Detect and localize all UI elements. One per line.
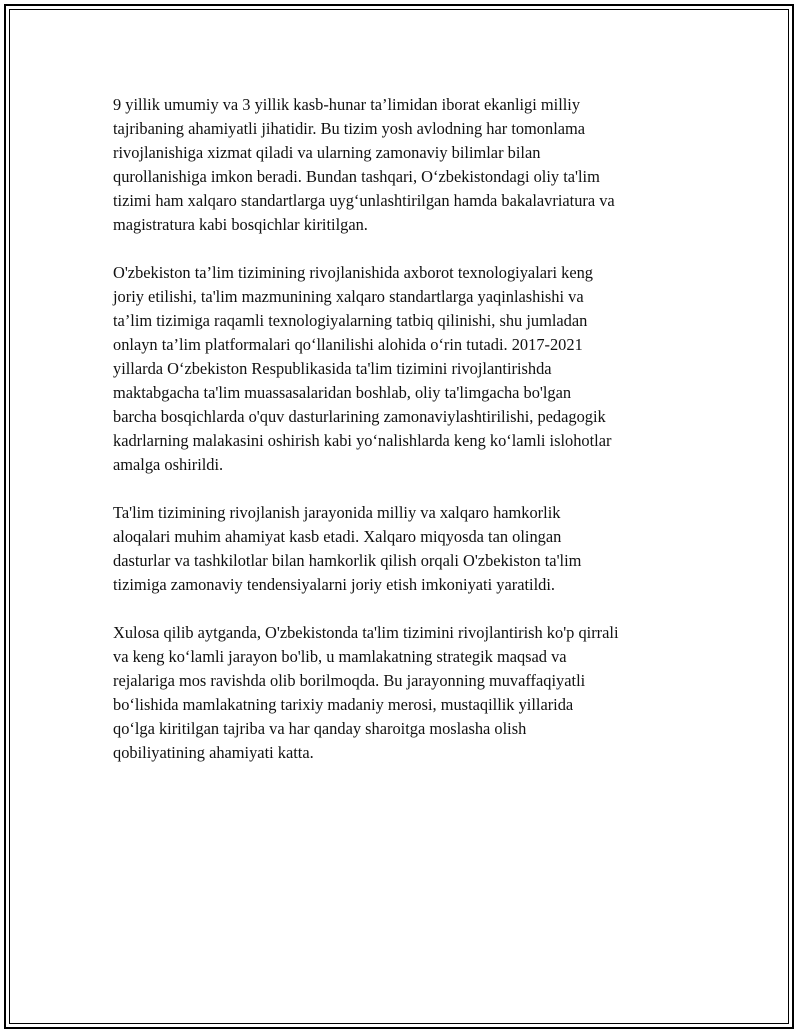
paragraph-2: O'zbekiston ta’lim tizimining rivojlanishida axborot texnologiyalari keng joriy etilishi, ta'lim mazmunining xalqaro standartlarga yaqinlashishi va ta’lim tizimiga raqamli texnologiyalarning tatbiq qilinishi, shu jumladan onlayn ta’lim platformalari qo‘llanilishi alohida o‘rin tutadi. 2017-2021 yillarda O‘zbekiston Respublikasida ta'lim tizimini rivojlantirishda maktabgacha ta'lim muassasalaridan boshlab, oliy ta'limgacha bo'lgan barcha bosqichlarda o'quv dasturlarining zamonaviylashtirilishi, pedagogik kadrlarning malakasini oshirish kabi yo‘nalishlarda keng ko‘lamli islohotlar amalga oshirildi.: [113, 263, 612, 474]
paragraph-4: Xulosa qilib aytganda, O'zbekistonda ta'lim tizimini rivojlantirish ko'p qirrali va keng ko‘lamli jarayon bo'lib, u mamlakatning strategik maqsad va rejalariga mos ravishda olib borilmoqda. Bu jarayonning muvaffaqiyatli bo‘lishida mamlakatning tarixiy madaniy merosi, mustaqillik yillarida qo‘lga kiritilgan tajriba va har qanday sharoitga moslasha olish qobiliyatining ahamiyati katta.: [113, 623, 619, 762]
paragraph-3: Ta'lim tizimining rivojlanish jarayonida milliy va xalqaro hamkorlik aloqalari muhim ahamiyat kasb etadi. Xalqaro miqyosda tan olingan dasturlar va tashkilotlar bilan hamkorlik qilish orqali O'zbekiston ta'lim tizimiga zamonaviy tendensiyalarni joriy etish imkoniyati yaratildi.: [113, 503, 582, 594]
paragraph-1: 9 yillik umumiy va 3 yillik kasb-hunar ta’limidan iborat ekanligi milliy tajribaning ahamiyatli jihatidir. Bu tizim yosh avlodning har tomonlama rivojlanishiga xizmat qiladi va ularning zamonaviy bilimlar bilan qurollanishiga imkon beradi. Bundan tashqari, O‘zbekistondagi oliy ta'lim tizimi ham xalqaro standartlarga uyg‘unlashtirilgan hamda bakalavriatura va magistratura kabi bosqichlar kiritilgan.: [113, 95, 615, 234]
document-body: [113, 93, 693, 789]
